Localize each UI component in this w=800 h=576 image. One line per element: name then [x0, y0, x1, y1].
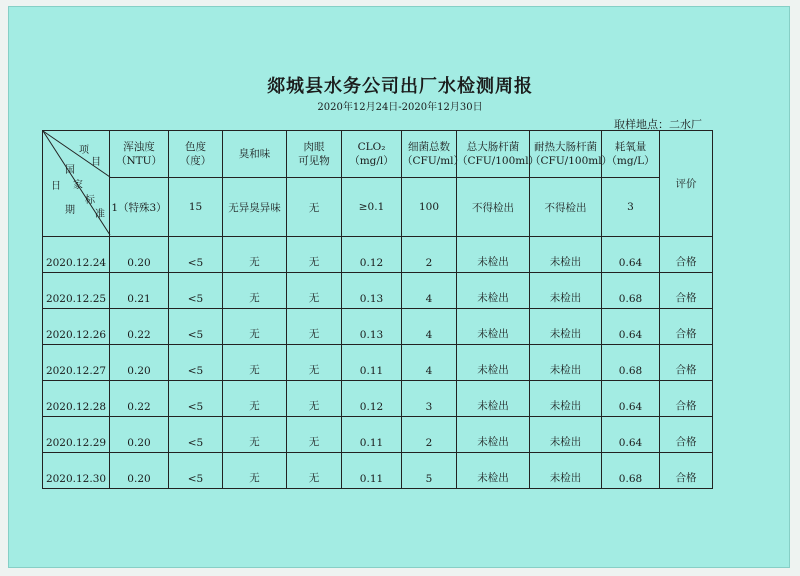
table-cell: 无	[223, 453, 287, 489]
table-cell: 未检出	[457, 381, 530, 417]
table-cell: 未检出	[457, 237, 530, 273]
standard-value: 不得检出	[457, 178, 530, 237]
table-cell: 无	[223, 237, 287, 273]
header-total-coliform: 总大肠杆菌 （CFU/100ml）	[457, 131, 530, 178]
table-cell: 未检出	[457, 417, 530, 453]
table-cell: 未检出	[530, 237, 602, 273]
header-turbidity: 浑浊度 （NTU）	[110, 131, 169, 178]
table-cell: 0.68	[602, 345, 660, 381]
corner-item-char-2: 目	[91, 157, 101, 168]
table-cell: 0.64	[602, 309, 660, 345]
table-cell: 4	[402, 309, 457, 345]
table-cell: 无	[223, 417, 287, 453]
table-cell: 5	[402, 453, 457, 489]
table-cell: 0.13	[342, 273, 402, 309]
table-row	[43, 237, 713, 273]
date-cell: 2020.12.25	[43, 273, 110, 309]
table-cell: <5	[169, 345, 223, 381]
table-cell: 无	[287, 237, 342, 273]
table-cell: <5	[169, 273, 223, 309]
table-cell: 未检出	[457, 345, 530, 381]
standard-value: 3	[602, 178, 660, 237]
date-cell: 2020.12.26	[43, 309, 110, 345]
table-cell: 未检出	[530, 273, 602, 309]
table-cell: <5	[169, 309, 223, 345]
corner-std-char-4: 准	[95, 209, 105, 220]
standards-row	[43, 178, 713, 237]
standard-value: ≥0.1	[342, 178, 402, 237]
report-title: 郯城县水务公司出厂水检测周报	[267, 76, 533, 97]
table-cell: 0.68	[602, 453, 660, 489]
date-cell: 2020.12.30	[43, 453, 110, 489]
table-cell: 0.20	[110, 237, 169, 273]
header-row	[43, 131, 713, 178]
evaluation-cell: 合格	[660, 453, 713, 489]
corner-std-char-1: 国	[65, 165, 75, 176]
corner-date-char-1: 日	[51, 181, 61, 192]
evaluation-cell: 合格	[660, 237, 713, 273]
standard-value: 不得检出	[530, 178, 602, 237]
table-cell: 0.20	[110, 345, 169, 381]
table-row	[43, 273, 713, 309]
date-cell: 2020.12.24	[43, 237, 110, 273]
table-cell: 未检出	[530, 417, 602, 453]
table-cell: <5	[169, 453, 223, 489]
date-range: 2020年12月24日-2020年12月30日	[317, 102, 483, 113]
table-cell: 2	[402, 417, 457, 453]
header-visible-matter: 肉眼 可见物	[287, 131, 342, 178]
evaluation-cell: 合格	[660, 345, 713, 381]
corner-date-char-2: 期	[65, 205, 75, 216]
header-bacteria-total: 细菌总数 （CFU/ml）	[402, 131, 457, 178]
standard-value: 15	[169, 178, 223, 237]
table-cell: 无	[287, 381, 342, 417]
standard-value: 100	[402, 178, 457, 237]
corner-std-char-2: 家	[73, 180, 83, 191]
table-cell: 未检出	[530, 345, 602, 381]
date-cell: 2020.12.28	[43, 381, 110, 417]
sampling-location: 取样地点：二水厂	[614, 118, 702, 131]
table-cell: <5	[169, 417, 223, 453]
table-cell: 0.21	[110, 273, 169, 309]
table-cell: 未检出	[530, 309, 602, 345]
header-clo2: CLO₂ （mg/l）	[342, 131, 402, 178]
table-cell: 0.64	[602, 381, 660, 417]
table-cell: 0.12	[342, 237, 402, 273]
table-cell: 未检出	[457, 309, 530, 345]
table-cell: 0.13	[342, 309, 402, 345]
header-thermo-coliform: 耐热大肠杆菌 （CFU/100ml）	[530, 131, 602, 178]
table-cell: 无	[223, 381, 287, 417]
table-cell: 2	[402, 237, 457, 273]
table-cell: 无	[287, 309, 342, 345]
table-row	[43, 381, 713, 417]
table-cell: <5	[169, 237, 223, 273]
header-evaluation: 评价	[660, 131, 713, 237]
table-cell: 未检出	[530, 381, 602, 417]
table-row	[43, 309, 713, 345]
table-cell: 0.11	[342, 345, 402, 381]
table-cell: 未检出	[457, 273, 530, 309]
table-cell: 3	[402, 381, 457, 417]
evaluation-cell: 合格	[660, 273, 713, 309]
table-cell: 0.68	[602, 273, 660, 309]
table-cell: 0.22	[110, 381, 169, 417]
corner-std-char-3: 标	[85, 195, 95, 206]
table-row	[43, 453, 713, 489]
header-odor: 臭和味	[223, 131, 287, 178]
date-cell: 2020.12.29	[43, 417, 110, 453]
corner-diagonal-cell	[43, 131, 110, 237]
table-cell: 无	[287, 345, 342, 381]
table-cell: <5	[169, 381, 223, 417]
header-chroma: 色度 （度）	[169, 131, 223, 178]
evaluation-cell: 合格	[660, 309, 713, 345]
table-cell: 无	[287, 453, 342, 489]
data-rows	[43, 237, 713, 489]
table-row	[43, 417, 713, 453]
table-cell: 0.11	[342, 417, 402, 453]
corner-item-char-1: 项	[79, 145, 89, 156]
table-cell: 0.64	[602, 237, 660, 273]
standard-value: 无异臭异味	[223, 178, 287, 237]
standard-value: 无	[287, 178, 342, 237]
table-row	[43, 345, 713, 381]
table-cell: 4	[402, 345, 457, 381]
evaluation-cell: 合格	[660, 381, 713, 417]
table-cell: 无	[287, 273, 342, 309]
table-cell: 4	[402, 273, 457, 309]
table-cell: 0.11	[342, 453, 402, 489]
table-cell: 无	[223, 345, 287, 381]
table-cell: 0.64	[602, 417, 660, 453]
table-cell: 未检出	[530, 453, 602, 489]
table-cell: 无	[223, 309, 287, 345]
table-cell: 无	[223, 273, 287, 309]
table-cell: 0.12	[342, 381, 402, 417]
standard-value: 1（特殊3）	[110, 178, 169, 237]
table-cell: 0.20	[110, 453, 169, 489]
table-cell: 0.20	[110, 417, 169, 453]
evaluation-cell: 合格	[660, 417, 713, 453]
table-cell: 无	[287, 417, 342, 453]
header-oxygen-consumption: 耗氧量 （mg/L）	[602, 131, 660, 178]
date-cell: 2020.12.27	[43, 345, 110, 381]
table-cell: 未检出	[457, 453, 530, 489]
water-quality-table	[42, 130, 713, 489]
table-cell: 0.22	[110, 309, 169, 345]
